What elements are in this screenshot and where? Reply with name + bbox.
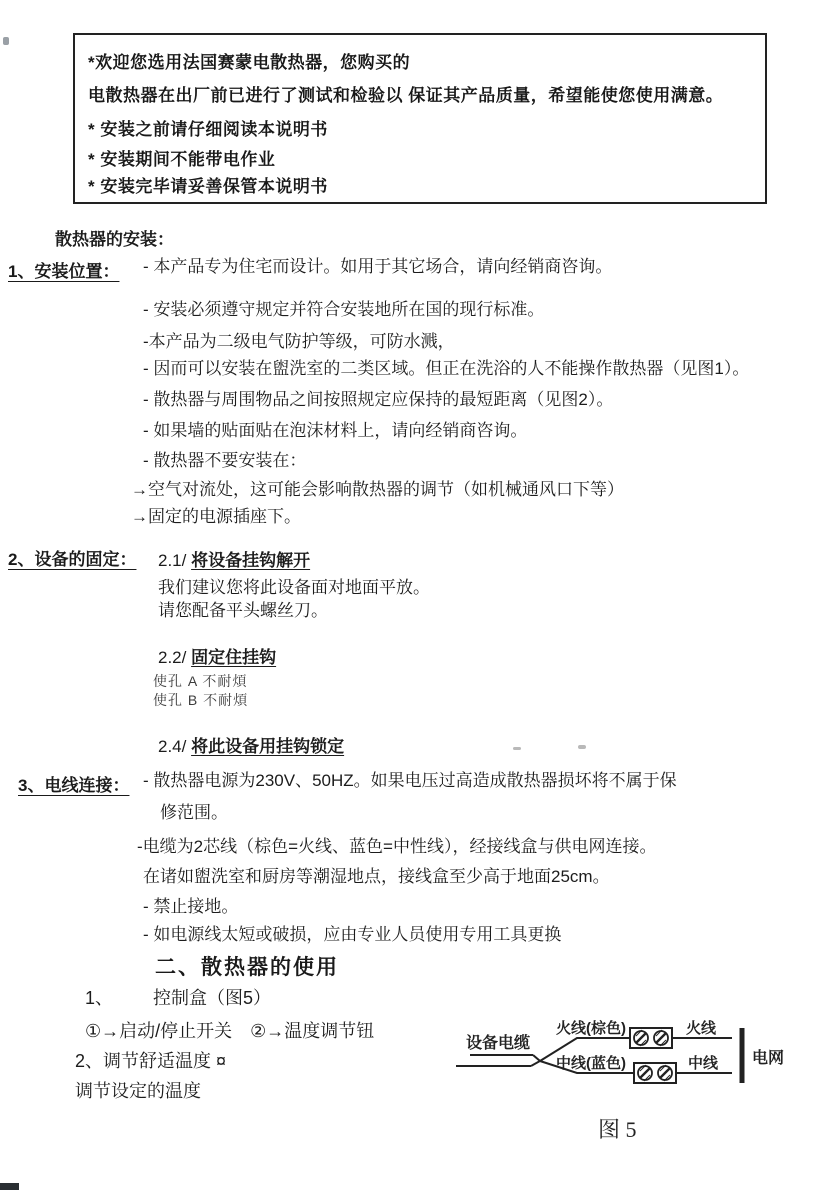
notice-line-5: * 安装完毕请妥善保管本说明书	[88, 177, 328, 196]
neutral-wire-blue-label: 中线(蓝色)	[556, 1055, 626, 1072]
figure5-wiring-diagram	[440, 1005, 837, 1135]
usage-controls-line: ①→启动/停止开关 ②→温度调节钮	[85, 1021, 375, 1041]
install-heading: 散热器的安装：	[55, 230, 174, 249]
notice-box	[73, 33, 767, 204]
section3-line: - 如电源线太短或破损，应由专业人员使用专用工具更换	[143, 925, 562, 944]
scan-artifact-bottom-left	[0, 1183, 19, 1190]
figure5-caption: 图 5	[598, 1117, 637, 1142]
section1-item: -本产品为二级电气防护等级，可防水溅，	[143, 332, 455, 351]
section2-label: 2、设备的固定：	[8, 550, 137, 569]
section3-line: 在诸如盥洗室和厨房等潮湿地点，接线盒至少高于地面25cm。	[143, 867, 610, 886]
step-2-2-number: 2.2/	[158, 648, 192, 667]
section1-item: - 如果墙的贴面贴在泡沫材料上，请向经销商咨询。	[143, 421, 528, 440]
step-2-1-line: 我们建议您将此设备面对地面平放。	[158, 578, 430, 597]
section2-step-2-2	[158, 648, 276, 668]
step-2-1-title: 将设备挂钩解开	[191, 551, 311, 570]
notice-line-1: *欢迎您选用法国赛蒙电散热器，您购买的	[88, 53, 411, 72]
section1-label: 1、安装位置：	[8, 262, 120, 281]
device-cable-label: 设备电缆	[466, 1035, 531, 1052]
step-2-2-title: 固定住挂钩	[191, 648, 277, 667]
section1-arrow-item: →固定的电源插座下。	[131, 507, 301, 526]
usage-item-2-text: 2、调节舒适温度 ¤	[75, 1051, 227, 1071]
section1-item: - 散热器与周围物品之间按照规定应保持的最短距离（见图2）。	[143, 390, 614, 409]
notice-line-3: * 安装之前请仔细阅读本说明书	[88, 120, 328, 139]
neutral-wire-label: 中线	[688, 1055, 719, 1072]
live-wire-brown-label: 火线(棕色)	[556, 1020, 626, 1037]
section1-arrow-item: →空气对流处，这可能会影响散热器的调节（如机械通风口下等）	[131, 480, 624, 499]
section3-line: - 禁止接地。	[143, 897, 239, 916]
section1-item: - 散热器不要安装在：	[143, 451, 307, 470]
grid-label: 电网	[752, 1050, 785, 1067]
usage-item-1-text: 控制盒（图5）	[153, 988, 272, 1008]
section3-line: - 散热器电源为230V、50HZ。如果电压过高造成散热器损坏将不属于保	[143, 771, 677, 790]
terminal-block-live	[630, 1028, 672, 1048]
step-2-2-note: 使孔 A 不耐煩	[153, 673, 248, 689]
section3-line: 修范围。	[160, 803, 228, 822]
section1-item: - 本产品专为住宅而设计。如用于其它场合，请向经销商咨询。	[143, 257, 613, 276]
step-2-1-number: 2.1/	[158, 551, 192, 570]
step-2-1-line: 请您配备平头螺丝刀。	[158, 601, 328, 620]
section3-line: -电缆为2芯线（棕色=火线、蓝色=中性线），经接线盒与供电网连接。	[137, 837, 657, 856]
section1-item: - 安装必须遵守规定并符合安装地所在国的现行标准。	[143, 300, 545, 319]
live-wire-label: 火线	[686, 1020, 717, 1037]
usage-item-1-number: 1、	[85, 988, 114, 1008]
terminal-block-neutral	[634, 1063, 676, 1083]
section1-item: - 因而可以安装在盥洗室的二类区域。但正在洗浴的人不能操作散热器（见图1）。	[143, 359, 750, 378]
scan-speck	[578, 745, 586, 749]
step-2-4-title: 将此设备用挂钩锁定	[191, 737, 345, 756]
section3-label: 3、电线连接：	[18, 776, 130, 795]
notice-line-4: * 安装期间不能带电作业	[88, 150, 276, 169]
usage-item-2-subtext: 调节设定的温度	[75, 1081, 201, 1101]
step-2-2-note: 使孔 B 不耐煩	[153, 692, 249, 708]
part2-heading: 二、散热器的使用	[155, 956, 339, 979]
scan-speck	[513, 747, 521, 750]
notice-line-2: 电散热器在出厂前已进行了测试和检验以 保证其产品质量，希望能使您使用满意。	[88, 86, 724, 105]
scan-artifact-top-left	[3, 37, 9, 45]
section2-step-2-4	[158, 737, 344, 757]
step-2-4-number: 2.4/	[158, 737, 192, 756]
section2-step-2-1	[158, 551, 310, 571]
